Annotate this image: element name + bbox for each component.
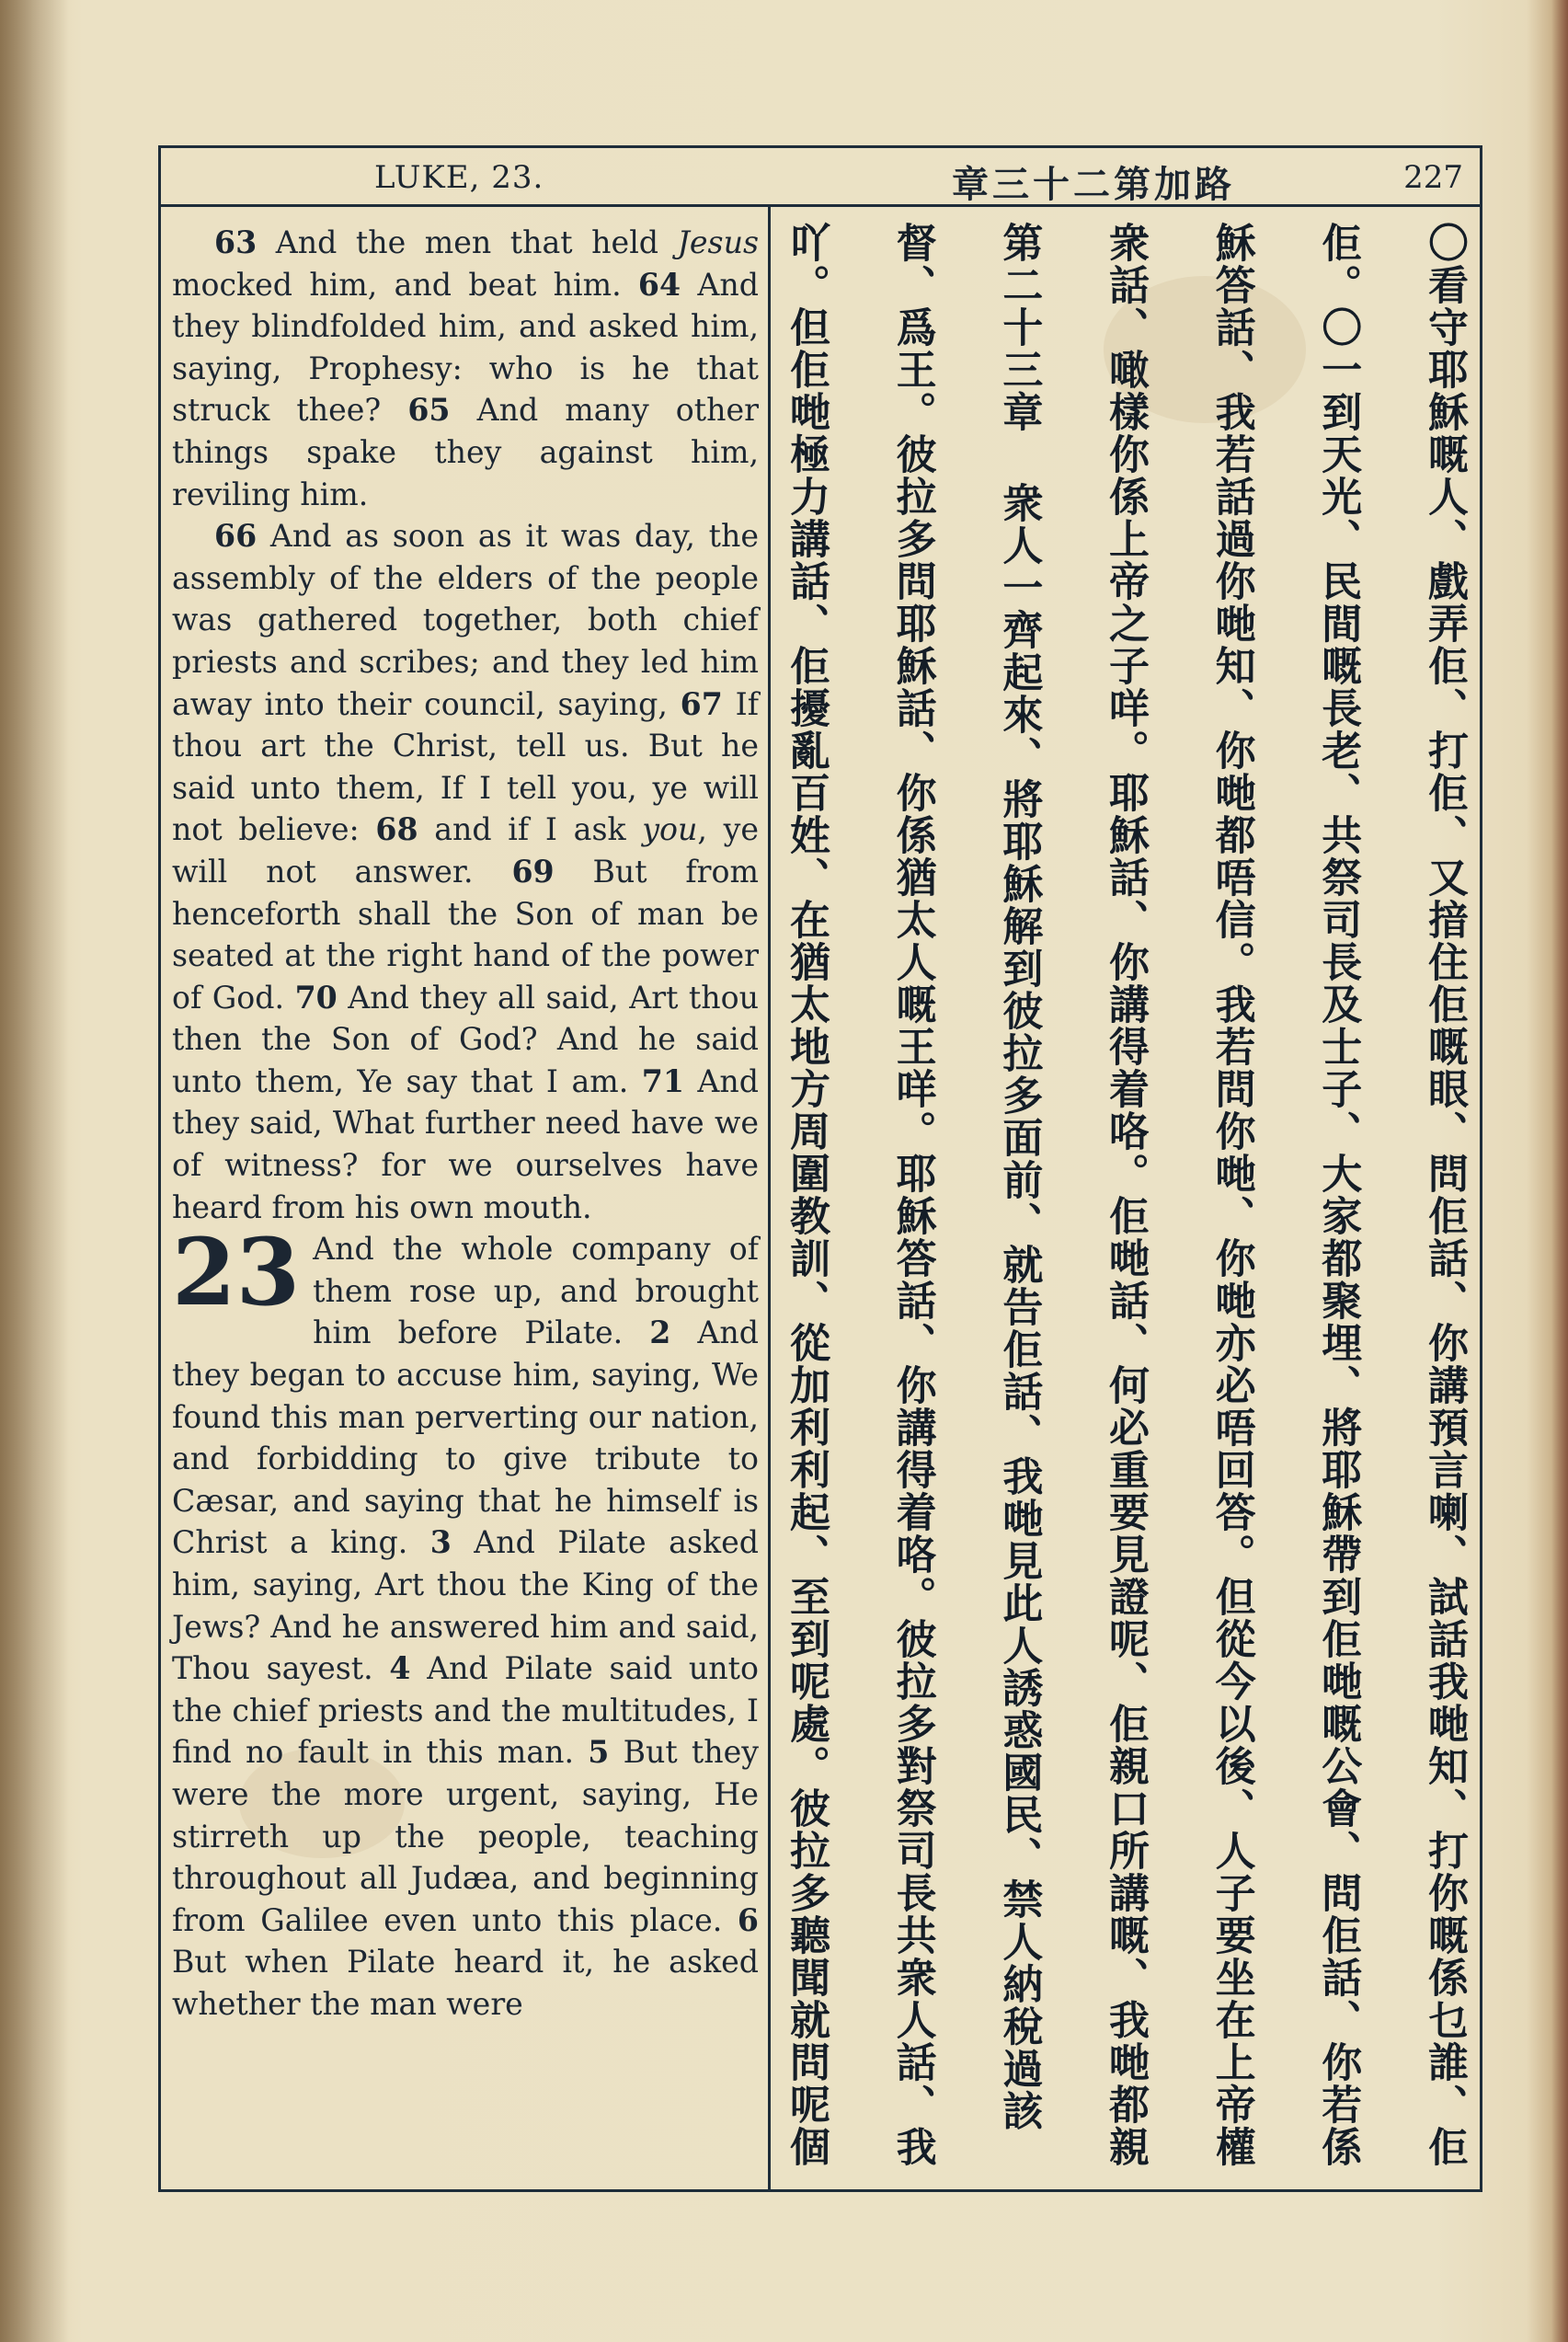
verse-number: 2 <box>649 1315 671 1351</box>
verse-text: , ye will not answer. <box>172 811 759 890</box>
chinese-line: 督、爲王。彼拉多問耶穌話、你係猶太人嘅王咩。耶穌答話、你講得着咯。彼拉多對祭司長共衆人話、我 <box>888 222 936 2168</box>
english-column <box>172 222 759 2026</box>
spine-shadow <box>0 0 69 2342</box>
verse-text: And Pilate asked him, saying, Art thou the King of the Jews? And he answered him and said, Thou sayest. <box>172 1524 759 1687</box>
verse-number: 63 <box>214 224 258 260</box>
chapter-number: 23 <box>172 1218 301 1327</box>
verse-number: 66 <box>214 518 258 555</box>
verse-number: 6 <box>737 1901 759 1938</box>
chinese-line: 吖。但佢哋極力講話、佢擾亂百姓、在猶太地方周圍教訓、從加利利起、至到呢處。彼拉多聽聞就問呢個 <box>783 222 830 2168</box>
italic-word: Jesus <box>677 224 759 260</box>
verse-text: And Pilate said unto the chief priests and the multitudes, I find no fault in this man. <box>172 1650 759 1771</box>
italic-word: you <box>642 811 698 848</box>
verse-number: 68 <box>375 811 418 848</box>
paragraph-verses-63-65 <box>172 222 759 515</box>
verse-number: 4 <box>389 1650 411 1687</box>
chinese-line: 〇看守耶穌嘅人、戲弄佢、打佢、又揞住佢嘅眼、問佢話、你講預言喇、試話我哋知、打你嘅係乜誰、佢 <box>1420 222 1468 2168</box>
verse-text: But when Pilate heard it, he asked whether the man were <box>172 1944 759 2022</box>
verse-text: mocked him, and beat him. <box>172 266 638 303</box>
verse-text: But they were the more urgent, saying, He stirreth up the people, teaching throughout all Judæa, and beginning from Galilee even unto this place. <box>172 1734 759 1938</box>
verse-number: 70 <box>294 979 338 1016</box>
header-book-english: LUKE, 23. <box>374 159 544 196</box>
paragraph-chapter-23 <box>172 1218 759 2025</box>
verse-text: And many other things spake they against him, reviling him. <box>172 392 759 512</box>
running-header <box>161 148 1480 207</box>
column-divider <box>768 207 771 2192</box>
verse-text: And the men that held <box>257 224 678 260</box>
verse-text: And the whole company of them rose up, and brought him before Pilate. <box>313 1231 759 1351</box>
verse-number: 3 <box>429 1524 452 1561</box>
verse-text: And as soon as it was day, the assembly of the elders of the people was gathered together, both chief priests and scribes; and they led him away into their council, saying, <box>172 518 759 722</box>
verse-number: 67 <box>680 685 723 722</box>
verse-number: 69 <box>511 853 555 890</box>
page-number: 227 <box>1403 159 1463 196</box>
verse-number: 5 <box>588 1734 610 1771</box>
chinese-column <box>779 222 1471 2181</box>
verse-text: And they began to accuse him, saying, We found this man perverting our nation, and forbidding to give tribute to Cæsar, and saying that he himself is Christ a king. <box>172 1315 759 1561</box>
verse-text: And they all said, Art thou then the Son of God? And he said unto them, Ye say that I am. <box>172 979 759 1099</box>
verse-text: If thou art the Christ, tell us. But he said unto them, If I tell you, ye will not believe: <box>172 685 759 848</box>
chinese-line: 穌答話、我若話過你哋知、你哋都唔信。我若問你哋、你哋亦必唔回答。但從今以後、人子要坐在上帝權 <box>1207 222 1255 2168</box>
verse-text: and if I ask <box>418 811 643 848</box>
verse-text: But from henceforth shall the Son of man be seated at the right hand of the power of God. <box>172 853 759 1016</box>
verse-number: 64 <box>637 266 681 303</box>
verse-number: 71 <box>641 1062 684 1099</box>
chinese-line: 衆話、噉樣你係上帝之子咩。耶穌話、你講得着咯。佢哋話、何必重要見證呢、佢親口所講嘅、我哋都親 <box>1101 222 1149 2168</box>
verse-number: 65 <box>407 392 451 429</box>
text-frame <box>158 145 1482 2192</box>
verse-text: And they said, What further need have we of witness? for we ourselves have heard from his own mouth. <box>172 1062 759 1225</box>
chinese-line: 第二十三章 衆人一齊起來、將耶穌解到彼拉多面前、就告佢話、我哋見此人誘惑國民、禁人納稅過該 <box>995 222 1043 2132</box>
paragraph-verses-66-71 <box>172 515 759 1228</box>
header-book-chinese: 章三十二第加路 <box>952 163 1235 206</box>
verse-text: And they blindfolded him, and asked him, saying, Prophesy: who is he that struck thee? <box>172 266 759 429</box>
chinese-line: 佢。〇一到天光、民間嘅長老、共祭司長及士子、大家都聚埋、將耶穌帶到佢哋嘅公會、問佢話、你若係 <box>1314 222 1362 2168</box>
page-edge <box>1551 0 1568 2342</box>
